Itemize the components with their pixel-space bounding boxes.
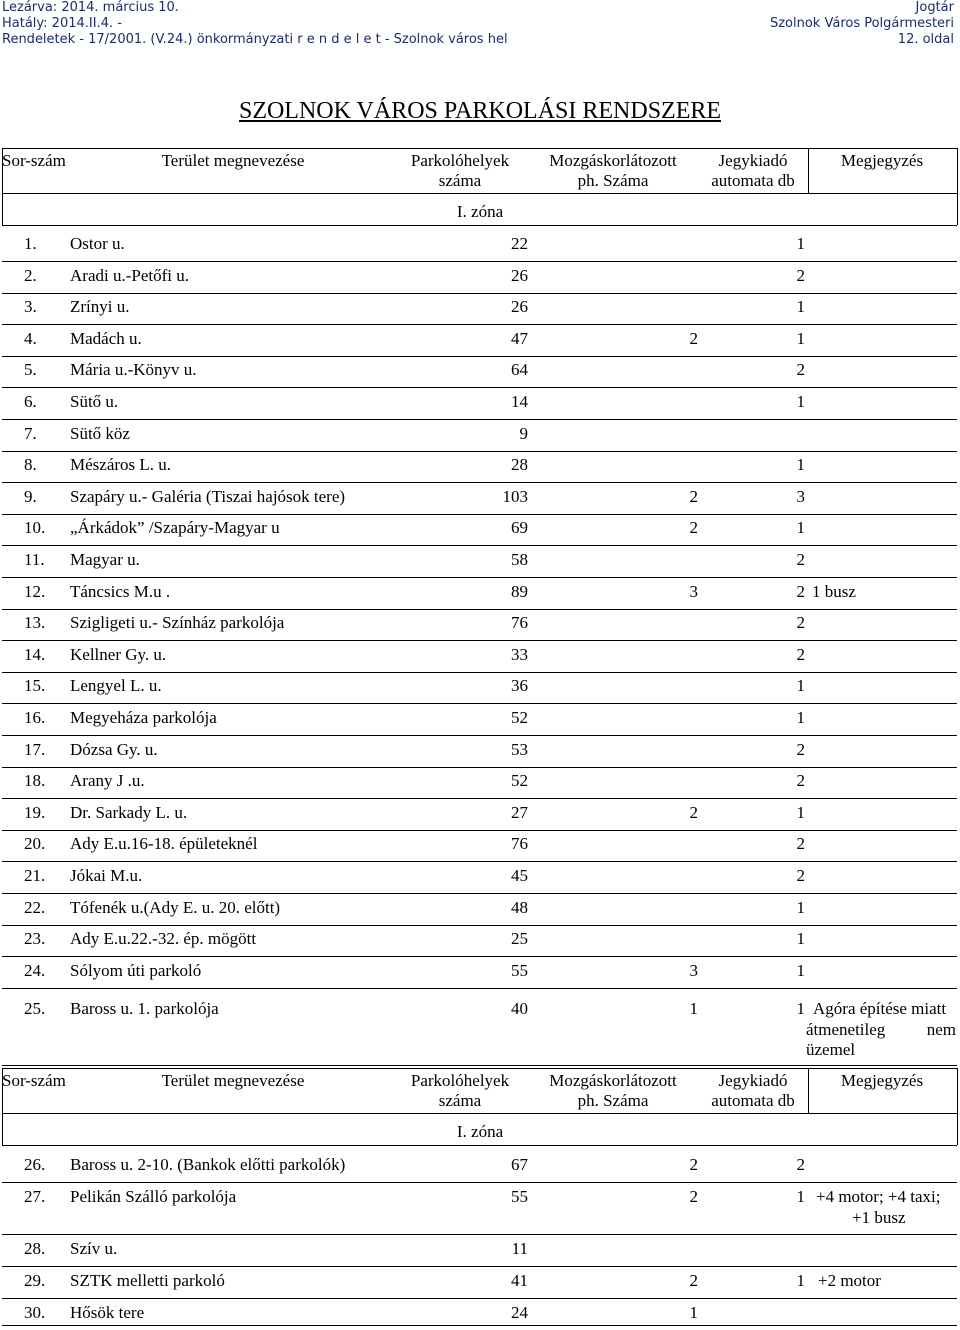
header-line: Lezárva: 2014. március 10. bbox=[2, 0, 179, 15]
row-ticket-machines: 2 bbox=[796, 265, 805, 285]
row-rule bbox=[2, 1298, 957, 1299]
row-disabled-spaces: 1 bbox=[689, 1303, 698, 1322]
row-number: 4. bbox=[24, 328, 37, 348]
row-name: Hősök tere bbox=[70, 1303, 145, 1322]
page-title: SZOLNOK VÁROS PARKOLÁSI RENDSZERE bbox=[238, 98, 722, 124]
row-ticket-machines: 1 bbox=[796, 929, 805, 949]
row-name: Szapáry u.- Galéria (Tiszai hajósok tere) bbox=[70, 486, 346, 506]
row-ticket-machines: 1 bbox=[796, 518, 805, 538]
row-rule bbox=[2, 1182, 957, 1183]
table-rule bbox=[2, 1113, 957, 1114]
row-name: Kellner Gy. u. bbox=[70, 644, 167, 664]
row-number: 15. bbox=[24, 676, 46, 696]
row-note: +1 busz bbox=[852, 1207, 906, 1227]
row-ticket-machines: 2 bbox=[796, 360, 805, 380]
row-name: Zrínyi u. bbox=[70, 297, 130, 317]
row-number: 1. bbox=[24, 234, 37, 253]
row-rule bbox=[2, 482, 957, 483]
row-name: Tófenék u.(Ady E. u. 20. előtt) bbox=[70, 897, 281, 917]
row-disabled-spaces: 2 bbox=[689, 328, 698, 348]
row-rule bbox=[2, 419, 957, 420]
header-park: Parkolóhelyek bbox=[410, 151, 510, 170]
row-ticket-machines: 1 bbox=[796, 328, 805, 348]
row-name: Dózsa Gy. u. bbox=[70, 739, 158, 759]
row-name: Táncsics M.u . bbox=[70, 581, 171, 601]
row-parking-spaces: 26 bbox=[511, 297, 528, 317]
row-name: Ostor u. bbox=[70, 234, 125, 253]
row-name: Aradi u.-Petőfi u. bbox=[70, 265, 189, 285]
row-rule bbox=[2, 609, 957, 610]
row-number: 24. bbox=[24, 960, 46, 980]
row-parking-spaces: 24 bbox=[511, 1303, 528, 1322]
header-line: 12. oldal bbox=[897, 32, 954, 47]
row-number: 18. bbox=[24, 771, 46, 791]
row-parking-spaces: 47 bbox=[511, 328, 528, 348]
row-rule bbox=[2, 1065, 957, 1066]
row-rule bbox=[2, 293, 957, 294]
row-parking-spaces: 67 bbox=[511, 1155, 528, 1174]
row-parking-spaces: 28 bbox=[511, 455, 528, 475]
row-ticket-machines: 2 bbox=[796, 613, 805, 633]
row-rule bbox=[2, 514, 957, 515]
row-number: 3. bbox=[24, 297, 37, 317]
row-name: Dr. Sarkady L. u. bbox=[70, 802, 188, 822]
header-mozg: Mozgáskorlátozott bbox=[549, 151, 677, 170]
row-name: Baross u. 2-10. (Bankok előtti parkolók) bbox=[70, 1155, 346, 1174]
row-parking-spaces: 26 bbox=[511, 265, 528, 285]
row-note: 1 busz bbox=[812, 581, 856, 601]
row-ticket-machines: 2 bbox=[796, 1155, 805, 1174]
row-ticket-machines: 1 bbox=[796, 897, 805, 917]
table-rule bbox=[957, 1068, 958, 1145]
row-note-word: nem bbox=[926, 1019, 956, 1039]
row-ticket-machines: 1 bbox=[796, 392, 805, 411]
row-name: Lengyel L. u. bbox=[70, 676, 162, 696]
row-parking-spaces: 22 bbox=[511, 234, 528, 253]
table-rule bbox=[2, 1145, 957, 1146]
row-ticket-machines: 1 bbox=[796, 1271, 805, 1290]
row-number: 25. bbox=[24, 999, 46, 1018]
row-ticket-machines: 2 bbox=[796, 581, 805, 601]
row-name: „Árkádok” /Szapáry-Magyar u bbox=[70, 518, 280, 538]
row-rule bbox=[2, 735, 957, 736]
row-name: Baross u. 1. parkolója bbox=[70, 999, 219, 1018]
row-parking-spaces: 64 bbox=[511, 360, 528, 380]
header-park: száma bbox=[438, 171, 482, 190]
header-jegy: automata db bbox=[711, 171, 795, 190]
row-number: 27. bbox=[24, 1187, 46, 1206]
row-disabled-spaces: 2 bbox=[689, 518, 698, 538]
row-name: Magyar u. bbox=[70, 550, 140, 569]
row-parking-spaces: 14 bbox=[511, 392, 528, 411]
row-name: Pelikán Szálló parkolója bbox=[70, 1187, 237, 1206]
row-rule bbox=[2, 988, 957, 989]
row-parking-spaces: 11 bbox=[511, 1239, 528, 1258]
row-parking-spaces: 55 bbox=[511, 1187, 528, 1206]
header-sorszam: Sor-szám bbox=[2, 1071, 66, 1090]
row-number: 11. bbox=[24, 550, 45, 569]
row-disabled-spaces: 2 bbox=[689, 486, 698, 506]
row-number: 22. bbox=[24, 897, 46, 917]
zone-label: I. zóna bbox=[456, 1122, 504, 1141]
table-rule bbox=[808, 1068, 809, 1113]
row-number: 6. bbox=[24, 392, 37, 411]
row-number: 10. bbox=[24, 518, 46, 538]
row-number: 20. bbox=[24, 834, 46, 854]
row-ticket-machines: 2 bbox=[796, 644, 805, 664]
row-parking-spaces: 76 bbox=[511, 613, 528, 633]
table-rule bbox=[808, 148, 809, 193]
row-note bbox=[806, 1020, 956, 1040]
row-parking-spaces: 52 bbox=[511, 708, 528, 727]
table-rule bbox=[2, 225, 957, 226]
row-note-word: átmenetileg bbox=[806, 1019, 886, 1039]
header-sorszam: Sor-szám bbox=[2, 151, 66, 170]
row-name: Arany J .u. bbox=[70, 771, 145, 791]
row-number: 5. bbox=[24, 360, 37, 380]
row-rule bbox=[2, 261, 957, 262]
row-parking-spaces: 103 bbox=[502, 486, 528, 506]
row-name: Ady E.u.16-18. épületeknél bbox=[70, 834, 258, 854]
header-terulet: Terület megnevezése bbox=[161, 151, 305, 170]
row-rule bbox=[2, 324, 957, 325]
row-number: 13. bbox=[24, 613, 46, 633]
row-name: Szív u. bbox=[70, 1239, 118, 1258]
row-name: Megyeháza parkolója bbox=[70, 708, 217, 727]
header-line: Rendeletek - 17/2001. (V.24.) önkormányzati r e n d e l e t - Szolnok város hel bbox=[2, 32, 508, 47]
row-note: Agóra építése miatt bbox=[813, 999, 947, 1018]
page-header-right bbox=[770, 0, 954, 48]
row-name: Madách u. bbox=[70, 328, 142, 348]
row-number: 7. bbox=[24, 423, 37, 443]
header-jegy: Jegykiadó bbox=[718, 151, 788, 170]
header-megj: Megjegyzés bbox=[840, 1071, 924, 1090]
row-name: Mészáros L. u. bbox=[70, 455, 172, 475]
row-parking-spaces: 48 bbox=[511, 897, 528, 917]
row-parking-spaces: 76 bbox=[511, 834, 528, 854]
row-ticket-machines: 1 bbox=[796, 676, 805, 696]
row-parking-spaces: 52 bbox=[511, 771, 528, 791]
row-ticket-machines: 1 bbox=[796, 802, 805, 822]
row-parking-spaces: 27 bbox=[511, 802, 528, 822]
row-rule bbox=[2, 830, 957, 831]
row-note: +2 motor bbox=[818, 1271, 881, 1290]
row-number: 19. bbox=[24, 802, 46, 822]
row-rule bbox=[2, 1325, 957, 1326]
row-number: 16. bbox=[24, 708, 46, 727]
row-name: Jókai M.u. bbox=[70, 866, 143, 885]
row-disabled-spaces: 3 bbox=[689, 581, 698, 601]
header-mozg: ph. Száma bbox=[577, 171, 649, 190]
row-note: +4 motor; +4 taxi; bbox=[816, 1187, 941, 1206]
row-rule bbox=[2, 703, 957, 704]
header-park: száma bbox=[438, 1091, 482, 1110]
row-number: 17. bbox=[24, 739, 46, 759]
row-rule bbox=[2, 577, 957, 578]
row-rule bbox=[2, 387, 957, 388]
row-disabled-spaces: 1 bbox=[689, 999, 698, 1018]
row-name: Ady E.u.22.-32. ép. mögött bbox=[70, 929, 257, 949]
row-parking-spaces: 9 bbox=[519, 423, 528, 443]
row-parking-spaces: 55 bbox=[511, 960, 528, 980]
row-ticket-machines: 1 bbox=[796, 960, 805, 980]
page-header-left bbox=[2, 0, 508, 48]
row-name: SZTK melletti parkoló bbox=[70, 1271, 225, 1290]
row-number: 14. bbox=[24, 644, 46, 664]
table-rule bbox=[2, 148, 957, 149]
row-name: Sólyom úti parkoló bbox=[70, 960, 202, 980]
row-ticket-machines: 1 bbox=[796, 234, 805, 253]
row-disabled-spaces: 2 bbox=[689, 1155, 698, 1174]
row-name: Sütő köz bbox=[70, 423, 130, 443]
row-ticket-machines: 1 bbox=[796, 999, 805, 1018]
header-mozg: Mozgáskorlátozott bbox=[549, 1071, 677, 1090]
row-name: Sütő u. bbox=[70, 392, 119, 411]
row-ticket-machines: 3 bbox=[796, 486, 805, 506]
row-name: Szigligeti u.- Színház parkolója bbox=[70, 613, 285, 633]
row-rule bbox=[2, 925, 957, 926]
row-ticket-machines: 2 bbox=[796, 739, 805, 759]
row-disabled-spaces: 2 bbox=[689, 802, 698, 822]
row-rule bbox=[2, 1266, 957, 1267]
row-parking-spaces: 58 bbox=[511, 550, 528, 569]
row-rule bbox=[2, 798, 957, 799]
row-rule bbox=[2, 893, 957, 894]
row-ticket-machines: 1 bbox=[796, 1187, 805, 1206]
header-megj: Megjegyzés bbox=[840, 151, 924, 170]
row-parking-spaces: 36 bbox=[511, 676, 528, 696]
row-number: 30. bbox=[24, 1303, 46, 1322]
row-ticket-machines: 1 bbox=[796, 455, 805, 475]
row-number: 12. bbox=[24, 581, 46, 601]
header-mozg: ph. Száma bbox=[577, 1091, 649, 1110]
row-disabled-spaces: 3 bbox=[689, 960, 698, 980]
header-jegy: Jegykiadó bbox=[718, 1071, 788, 1090]
row-number: 2. bbox=[24, 265, 37, 285]
row-parking-spaces: 40 bbox=[511, 999, 528, 1018]
table-rule bbox=[2, 1068, 957, 1069]
row-parking-spaces: 45 bbox=[511, 866, 528, 885]
row-number: 9. bbox=[24, 486, 37, 506]
header-terulet: Terület megnevezése bbox=[161, 1071, 305, 1090]
row-number: 28. bbox=[24, 1239, 46, 1258]
row-rule bbox=[2, 767, 957, 768]
zone-label: I. zóna bbox=[456, 202, 504, 221]
header-line: Szolnok Város Polgármesteri bbox=[769, 16, 954, 31]
table-rule bbox=[957, 148, 958, 225]
row-number: 29. bbox=[24, 1271, 46, 1290]
row-note: üzemel bbox=[806, 1040, 856, 1059]
row-number: 8. bbox=[24, 455, 37, 475]
row-parking-spaces: 69 bbox=[511, 518, 528, 538]
row-rule bbox=[2, 861, 957, 862]
row-ticket-machines: 2 bbox=[796, 834, 805, 854]
row-ticket-machines: 2 bbox=[796, 771, 805, 791]
row-rule bbox=[2, 451, 957, 452]
row-rule bbox=[2, 1234, 957, 1235]
row-parking-spaces: 53 bbox=[511, 739, 528, 759]
row-number: 21. bbox=[24, 866, 46, 885]
header-line: Hatály: 2014.II.4. - bbox=[2, 16, 122, 31]
header-line: Jogtár bbox=[915, 0, 954, 15]
row-number: 26. bbox=[24, 1155, 46, 1174]
row-rule bbox=[2, 356, 957, 357]
row-parking-spaces: 33 bbox=[511, 644, 528, 664]
table-rule bbox=[2, 193, 957, 194]
row-disabled-spaces: 2 bbox=[689, 1271, 698, 1290]
row-parking-spaces: 25 bbox=[511, 929, 528, 949]
row-disabled-spaces: 2 bbox=[689, 1187, 698, 1206]
row-rule bbox=[2, 640, 957, 641]
row-name: Mária u.-Könyv u. bbox=[70, 360, 197, 380]
row-number: 23. bbox=[24, 929, 46, 949]
row-rule bbox=[2, 956, 957, 957]
row-rule bbox=[2, 672, 957, 673]
row-parking-spaces: 89 bbox=[511, 581, 528, 601]
row-rule bbox=[2, 545, 957, 546]
header-park: Parkolóhelyek bbox=[410, 1071, 510, 1090]
row-ticket-machines: 2 bbox=[796, 550, 805, 569]
row-parking-spaces: 41 bbox=[511, 1271, 528, 1290]
row-ticket-machines: 2 bbox=[796, 866, 805, 885]
row-ticket-machines: 1 bbox=[796, 708, 805, 727]
header-jegy: automata db bbox=[711, 1091, 795, 1110]
row-ticket-machines: 1 bbox=[796, 297, 805, 317]
